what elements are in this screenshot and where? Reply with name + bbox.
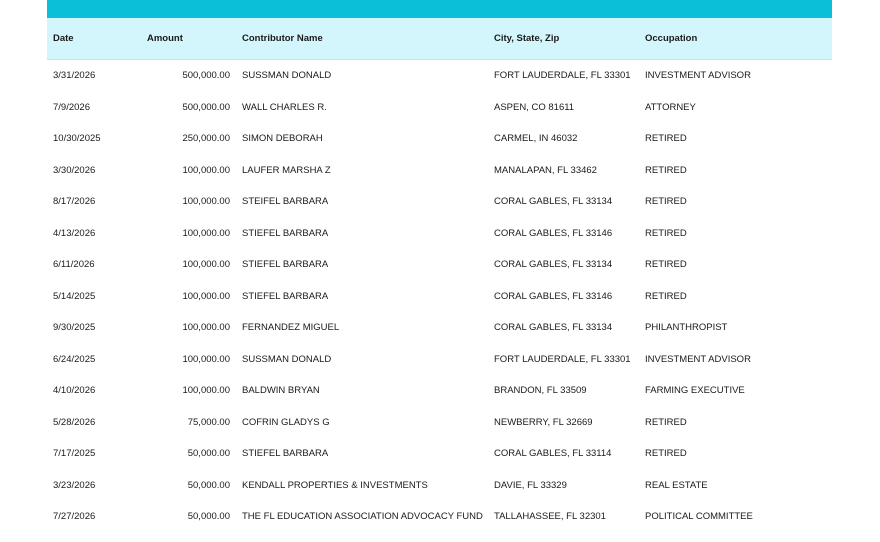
cell-amount: 250,000.00 bbox=[182, 133, 230, 145]
cell-amount: 50,000.00 bbox=[187, 511, 230, 523]
table-header bbox=[47, 18, 832, 60]
cell-date: 3/31/2026 bbox=[53, 70, 96, 82]
cell-city-state-zip: DAVIE, FL 33329 bbox=[494, 479, 567, 491]
cell-occupation: RETIRED bbox=[645, 448, 687, 460]
table-row[interactable] bbox=[47, 218, 832, 250]
cell-date: 5/14/2025 bbox=[53, 290, 96, 302]
cell-amount: 100,000.00 bbox=[182, 290, 230, 302]
cell-contributor-name: THE FL EDUCATION ASSOCIATION ADVOCACY FUND bbox=[242, 511, 483, 523]
cell-occupation: RETIRED bbox=[645, 196, 687, 208]
cell-occupation: REAL ESTATE bbox=[645, 479, 708, 491]
cell-date: 7/9/2026 bbox=[53, 101, 90, 113]
cell-amount: 100,000.00 bbox=[182, 353, 230, 365]
cell-occupation: ATTORNEY bbox=[645, 101, 696, 113]
cell-occupation: INVESTMENT ADVISOR bbox=[645, 353, 751, 365]
cell-occupation: PHILANTHROPIST bbox=[645, 322, 728, 334]
table-row[interactable] bbox=[47, 155, 832, 187]
table-row[interactable] bbox=[47, 470, 832, 502]
cell-amount: 100,000.00 bbox=[182, 227, 230, 239]
cell-contributor-name: BALDWIN BRYAN bbox=[242, 385, 320, 397]
cell-contributor-name: COFRIN GLADYS G bbox=[242, 416, 330, 428]
cell-contributor-name: STIEFEL BARBARA bbox=[242, 290, 329, 302]
cell-city-state-zip: CARMEL, IN 46032 bbox=[494, 133, 578, 145]
cell-city-state-zip: TALLAHASSEE, FL 32301 bbox=[494, 511, 606, 523]
cell-amount: 75,000.00 bbox=[187, 416, 230, 428]
cell-amount: 100,000.00 bbox=[182, 322, 230, 334]
cell-contributor-name: KENDALL PROPERTIES & INVESTMENTS bbox=[242, 479, 428, 491]
cell-amount: 100,000.00 bbox=[182, 385, 230, 397]
header-row bbox=[47, 18, 832, 60]
cell-date: 5/28/2026 bbox=[53, 416, 96, 428]
cell-occupation: RETIRED bbox=[645, 133, 687, 145]
cell-date: 3/30/2026 bbox=[53, 164, 96, 176]
table-row[interactable] bbox=[47, 249, 832, 281]
table-body bbox=[47, 60, 832, 533]
cell-city-state-zip: CORAL GABLES, FL 33114 bbox=[494, 448, 612, 460]
cell-date: 10/30/2025 bbox=[53, 133, 101, 145]
cell-amount: 50,000.00 bbox=[187, 448, 230, 460]
cell-amount: 50,000.00 bbox=[187, 479, 230, 491]
cell-city-state-zip: FORT LAUDERDALE, FL 33301 bbox=[494, 70, 631, 82]
cell-date: 6/24/2025 bbox=[53, 353, 96, 365]
cell-date: 8/17/2026 bbox=[53, 196, 96, 208]
table-row[interactable] bbox=[47, 438, 832, 470]
cell-contributor-name: SIMON DEBORAH bbox=[242, 133, 323, 145]
cell-city-state-zip: CORAL GABLES, FL 33134 bbox=[494, 259, 613, 271]
cell-amount: 500,000.00 bbox=[182, 70, 230, 82]
cell-city-state-zip: MANALAPAN, FL 33462 bbox=[494, 164, 597, 176]
cell-occupation: RETIRED bbox=[645, 416, 687, 428]
cell-city-state-zip: NEWBERRY, FL 32669 bbox=[494, 416, 593, 428]
table-row[interactable] bbox=[47, 186, 832, 218]
cell-date: 4/10/2026 bbox=[53, 385, 96, 397]
cell-contributor-name: STIEFEL BARBARA bbox=[242, 227, 329, 239]
cell-date: 7/17/2025 bbox=[53, 448, 96, 460]
cell-contributor-name: STEIFEL BARBARA bbox=[242, 196, 329, 208]
table-row[interactable] bbox=[47, 344, 832, 376]
cell-occupation: RETIRED bbox=[645, 259, 687, 271]
cell-contributor-name: STIEFEL BARBARA bbox=[242, 448, 329, 460]
cell-amount: 100,000.00 bbox=[182, 259, 230, 271]
cell-contributor-name: FERNANDEZ MIGUEL bbox=[242, 322, 340, 334]
cell-date: 3/23/2026 bbox=[53, 479, 96, 491]
column-header-date[interactable]: Date bbox=[47, 18, 141, 60]
column-header-amount[interactable]: Amount bbox=[141, 18, 236, 60]
cell-date: 4/13/2026 bbox=[53, 227, 96, 239]
cell-date: 7/27/2026 bbox=[53, 511, 96, 523]
cell-occupation: FARMING EXECUTIVE bbox=[645, 385, 745, 397]
cell-city-state-zip: CORAL GABLES, FL 33134 bbox=[494, 322, 613, 334]
cell-contributor-name: WALL CHARLES R. bbox=[242, 101, 327, 113]
contributions-table bbox=[47, 18, 832, 533]
table-title-bar bbox=[47, 0, 832, 18]
column-header-city-state-zip[interactable]: City, State, Zip bbox=[488, 18, 639, 60]
cell-city-state-zip: CORAL GABLES, FL 33134 bbox=[494, 196, 613, 208]
cell-contributor-name: STIEFEL BARBARA bbox=[242, 259, 329, 271]
table-row[interactable] bbox=[47, 92, 832, 124]
cell-occupation: RETIRED bbox=[645, 227, 687, 239]
column-header-occupation[interactable]: Occupation bbox=[639, 18, 832, 60]
cell-contributor-name: LAUFER MARSHA Z bbox=[242, 164, 331, 176]
table-row[interactable] bbox=[47, 407, 832, 439]
cell-amount: 500,000.00 bbox=[182, 101, 230, 113]
cell-city-state-zip: ASPEN, CO 81611 bbox=[494, 101, 575, 113]
cell-occupation: INVESTMENT ADVISOR bbox=[645, 70, 751, 82]
table-row[interactable] bbox=[47, 501, 832, 533]
cell-city-state-zip: BRANDON, FL 33509 bbox=[494, 385, 587, 397]
table-row[interactable] bbox=[47, 375, 832, 407]
table-row[interactable] bbox=[47, 123, 832, 155]
cell-amount: 100,000.00 bbox=[182, 164, 230, 176]
cell-date: 6/11/2026 bbox=[53, 259, 95, 271]
cell-occupation: RETIRED bbox=[645, 164, 687, 176]
table-row[interactable] bbox=[47, 281, 832, 313]
column-header-contributor-name[interactable]: Contributor Name bbox=[236, 18, 488, 60]
cell-city-state-zip: CORAL GABLES, FL 33146 bbox=[494, 290, 613, 302]
cell-amount: 100,000.00 bbox=[182, 196, 230, 208]
table-row[interactable] bbox=[47, 312, 832, 344]
cell-city-state-zip: FORT LAUDERDALE, FL 33301 bbox=[494, 353, 631, 365]
table-row[interactable] bbox=[47, 60, 832, 92]
cell-occupation: RETIRED bbox=[645, 290, 687, 302]
cell-occupation: POLITICAL COMMITTEE bbox=[645, 511, 753, 523]
cell-date: 9/30/2025 bbox=[53, 322, 96, 334]
cell-contributor-name: SUSSMAN DONALD bbox=[242, 353, 332, 365]
cell-city-state-zip: CORAL GABLES, FL 33146 bbox=[494, 227, 613, 239]
cell-contributor-name: SUSSMAN DONALD bbox=[242, 70, 332, 82]
